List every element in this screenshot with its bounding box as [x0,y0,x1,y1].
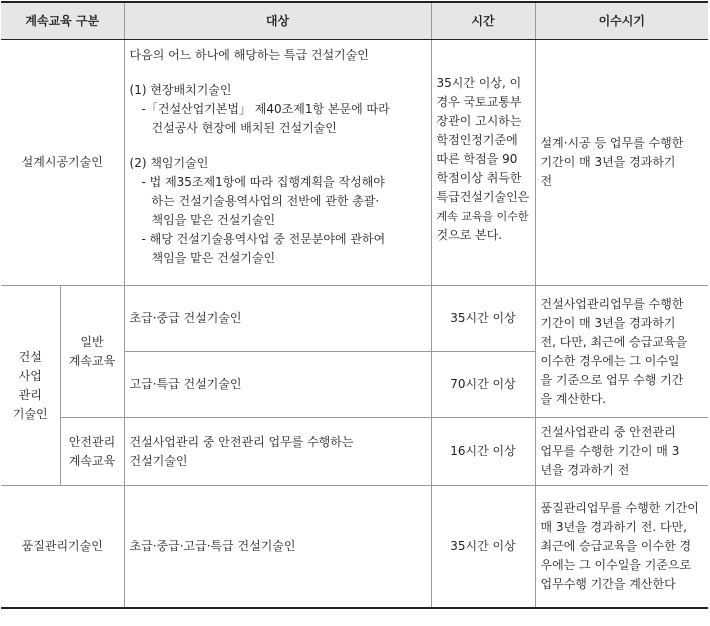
hours-general-b: 70시간 이상 [431,352,535,418]
period-quality-line: 품질관리업무를 수행한 기간이 [540,500,699,515]
period-quality-line: 최근에 승급교육을 이수한 경 [540,538,692,553]
target-general-b: 고급·특급 건설기술인 [124,352,431,418]
period-quality [535,486,708,608]
hours-design-line: 따른 학점을 90 [436,152,518,166]
subcategory-safety-line: 계속교육 [68,453,116,468]
period-general-line: 을 계산한다. [540,391,607,406]
hours-design-line: 학점이상 취득한 [436,171,522,185]
hours-design-line: 학점인정기준에 [436,133,518,147]
period-quality-line: 우에는 그 이수일을 기준으로 [540,557,692,572]
target-design [124,40,431,286]
category-mgmt-line: 건설 [18,349,42,364]
period-general-line: 을 기준으로 업무 수행 기간 [540,372,684,387]
subcategory-safety [60,418,124,486]
period-design-line: 설계·시공 등 업무를 수행한 [540,136,684,150]
period-safety-line: 건설사업관리 중 안전관리 [540,425,676,439]
target-design-intro: 다음의 어느 하나에 해당하는 특급 건설기술인 [129,48,369,62]
header-period: 이수시기 [535,2,708,40]
subcategory-general-line: 계속교육 [68,353,116,368]
target-general-a: 초급·중급 건설기술인 [124,286,431,352]
period-quality-line: 업무수행 기간을 계산한다 [540,576,676,591]
target-design-item2a-line3: 책임을 맡은 건설기술인 [151,213,276,227]
table-row-mgmt-safety [1,418,708,486]
target-safety [124,418,431,486]
period-general-line: 기간이 매 3년을 경과하기 [540,315,676,330]
table-row-mgmt-general-a [1,286,708,352]
target-design-item1-line1: -「건설산업기본법」 제40조제1항 본문에 따라 [141,102,390,116]
period-safety [535,418,708,486]
period-general-line: 이수한 경우에는 그 이수일 [540,353,680,368]
header-category: 계속교육 구분 [1,2,124,40]
target-design-item1-title: (1) 현장배치기술인 [129,83,232,97]
hours-design-line: 장관이 고시하는 [436,114,522,128]
target-safety-line: 건설사업관리 중 안전관리 업무를 수행하는 [129,434,354,449]
header-target: 대상 [124,2,431,40]
hours-design-line: 경우 국토교통부 [436,95,522,109]
hours-general-a: 35시간 이상 [431,286,535,352]
subcategory-safety-line: 안전관리 [68,434,116,449]
period-design [535,40,708,286]
category-design: 설계시공기술인 [1,40,124,286]
category-quality: 품질관리기술인 [1,486,124,608]
subcategory-general [60,286,124,418]
period-safety-line: 업무를 수행한 기간이 매 3 [540,444,680,458]
category-mgmt-line: 관리 [18,387,42,402]
table-header-row [1,2,708,40]
hours-quality: 35시간 이상 [431,486,535,608]
header-hours: 시간 [431,2,535,40]
period-quality-line: 매 3년을 경과하기 전. 다만, [540,519,687,534]
category-mgmt [1,286,60,486]
target-design-item1-line2: 건설공사 현장에 배치된 건설기술인 [151,121,337,135]
hours-design-line: 것으로 본다. [436,228,503,242]
target-design-item2a-line2: 하는 건설기술용역사업의 전반에 관한 총괄· [151,194,380,208]
table-row-quality [1,486,708,608]
subcategory-general-line: 일반 [80,334,104,349]
target-design-item2b-line1: - 해당 건설기술용역사업 중 전문분야에 관하여 [141,232,386,246]
hours-design [431,40,535,286]
category-mgmt-line: 기술인 [12,406,48,421]
hours-design-line: 35시간 이상, 이 [436,76,522,90]
target-design-item2b-line2: 책임을 맡은 건설기술인 [151,251,276,265]
category-mgmt-line: 사업 [18,368,42,383]
hours-safety: 16시간 이상 [431,418,535,486]
target-design-item2a-line1: - 법 제35조제1항에 따라 집행계획을 작성해야 [141,175,385,189]
hours-design-line: 계속 교육을 이수한 [436,210,529,223]
target-quality: 초급·중급·고급·특급 건설기술인 [124,486,431,608]
period-design-line: 전 [540,174,553,188]
target-safety-line: 건설기술인 [129,453,188,468]
period-design-line: 기간이 매 3년을 경과하기 [540,155,676,169]
target-design-item2-title: (2) 책임기술인 [129,156,209,170]
table-row-design [1,40,708,286]
period-general-line: 전, 다만, 최근에 승급교육을 [540,334,688,349]
period-general-line: 건설사업관리업무를 수행한 [540,296,684,311]
period-safety-line: 년을 경과하기 전 [540,463,630,477]
period-general [535,286,708,418]
hours-design-line: 특급건설기술인은 [436,190,530,204]
continuing-education-table [1,1,708,609]
